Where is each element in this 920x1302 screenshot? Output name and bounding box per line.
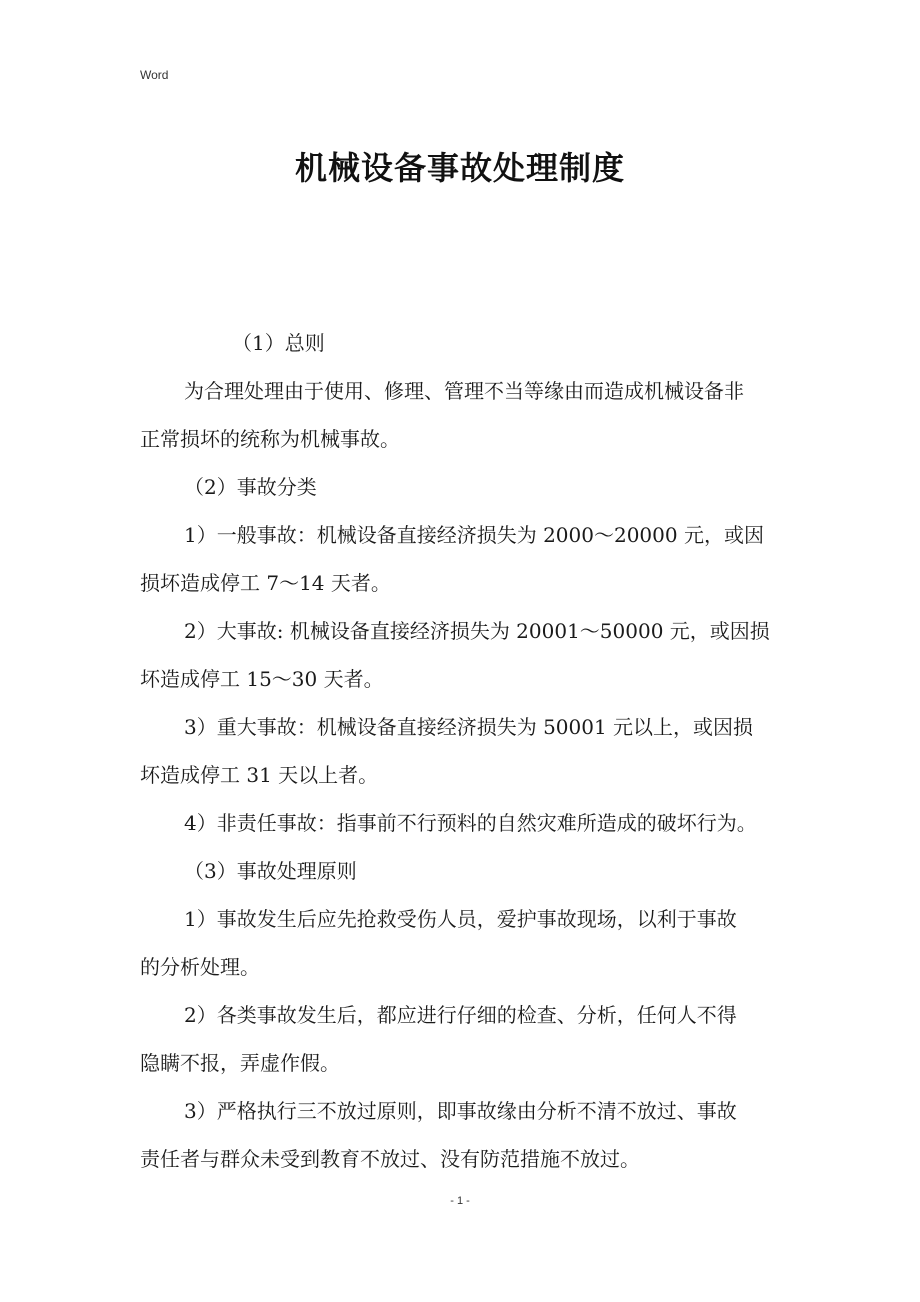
paragraph-line: 3）重大事故：机械设备直接经济损失为 50001 元以上，或因损 <box>184 715 754 739</box>
document-title: 机械设备事故处理制度 <box>294 149 625 187</box>
page-number: - 1 - <box>450 1195 470 1207</box>
paragraph-line: 为合理处理由于使用、修理、管理不当等缘由而造成机械设备非 <box>184 379 744 403</box>
paragraph-line: 正常损坏的统称为机械事故。 <box>140 427 400 451</box>
paragraph-line: 隐瞒不报，弄虚作假。 <box>140 1051 340 1075</box>
section-heading-classification: （2）事故分类 <box>184 475 317 499</box>
header-app-label: Word <box>140 68 169 82</box>
paragraph-line: 损坏造成停工 7～14 天者。 <box>140 571 391 595</box>
paragraph-line: 坏造成停工 31 天以上者。 <box>140 763 379 787</box>
paragraph-line: 坏造成停工 15～30 天者。 <box>140 667 384 691</box>
paragraph-line: 的分析处理。 <box>140 955 260 979</box>
paragraph-line: 4）非责任事故：指事前不行预料的自然灾难所造成的破坏行为。 <box>184 811 757 835</box>
paragraph-line: 2）各类事故发生后，都应进行仔细的检查、分析，任何人不得 <box>184 1003 737 1027</box>
paragraph-line: 2）大事故: 机械设备直接经济损失为 20001～50000 元，或因损 <box>184 619 770 643</box>
paragraph-line: 3）严格执行三不放过原则，即事故缘由分析不清不放过、事故 <box>184 1099 737 1123</box>
section-heading-principles: （3）事故处理原则 <box>184 859 357 883</box>
section-heading-general: （1）总则 <box>232 331 325 355</box>
paragraph-line: 1）事故发生后应先抢救受伤人员，爱护事故现场，以利于事故 <box>184 907 737 931</box>
paragraph-line: 责任者与群众未受到教育不放过、没有防范措施不放过。 <box>140 1147 640 1171</box>
paragraph-line: 1）一般事故：机械设备直接经济损失为 2000～20000 元，或因 <box>184 523 764 547</box>
